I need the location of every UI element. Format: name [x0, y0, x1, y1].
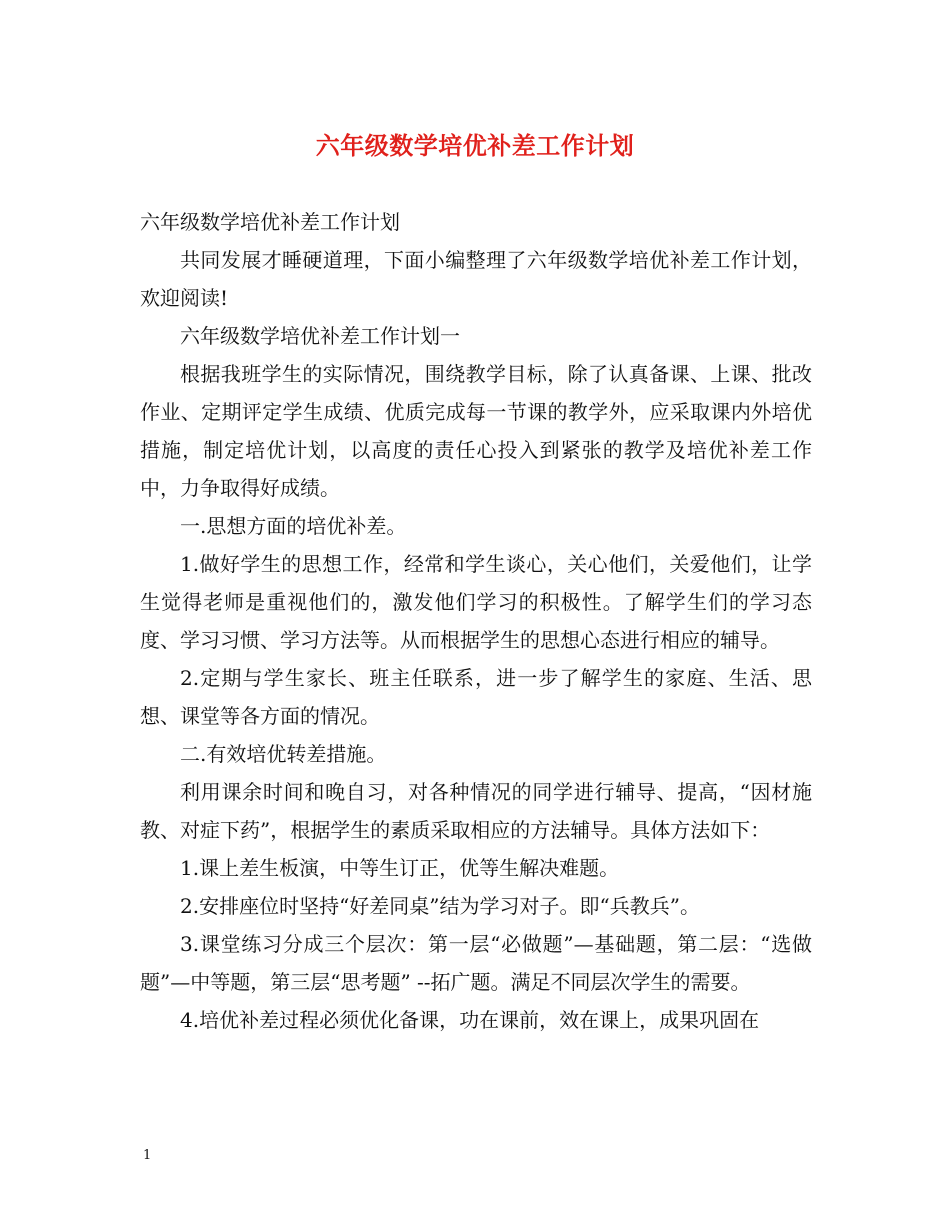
paragraph: 根据我班学生的实际情况，围绕教学目标，除了认真备课、上课、批改作业、定期评定学生成绩、优质完成每一节课的教学外，应采取课内外培优措施，制定培优计划，以高度的责任心投入到紧张的教学及培优补差工作中，力争取得好成绩。 [140, 362, 812, 500]
paragraph: 六年级数学培优补差工作计划 [140, 210, 400, 234]
paragraph: 利用课余时间和晚自习，对各种情况的同学进行辅导、提高，“因材施教、对症下药”，根据学生的素质采取相应的方法辅导。具体方法如下： [140, 780, 812, 842]
paragraph: 4.培优补差过程必须优化备课，功在课前，效在课上，成果巩固在 [180, 1008, 760, 1032]
paragraph: 一.思想方面的培优补差。 [180, 514, 407, 538]
paragraph: 六年级数学培优补差工作计划一 [180, 324, 460, 348]
page-number: 1 [143, 1148, 152, 1163]
paragraph: 二.有效培优转差措施。 [180, 742, 387, 766]
paragraph: 1.做好学生的思想工作，经常和学生谈心，关心他们，关爱他们，让学生觉得老师是重视他们的，激发他们学习的积极性。了解学生们的学习态度、学习习惯、学习方法等。从而根据学生的思想心态进行相应的辅导。 [140, 552, 812, 652]
paragraph: 共同发展才睡硬道理，下面小编整理了六年级数学培优补差工作计划，欢迎阅读! [140, 248, 812, 310]
paragraph: 3.课堂练习分成三个层次：第一层“必做题”—基础题，第二层：“选做题”—中等题，第三层“思考题” --拓广题。满足不同层次学生的需要。 [140, 932, 812, 994]
document-title: 六年级数学培优补差工作计划 [315, 131, 635, 160]
paragraph: 1.课上差生板演，中等生订正，优等生解决难题。 [180, 856, 620, 880]
document-body [140, 203, 812, 1039]
paragraph: 2.定期与学生家长、班主任联系，进一步了解学生的家庭、生活、思想、课堂等各方面的情况。 [140, 666, 812, 728]
paragraph: 2.安排座位时坚持“好差同桌”结为学习对子。即“兵教兵”。 [180, 894, 700, 918]
